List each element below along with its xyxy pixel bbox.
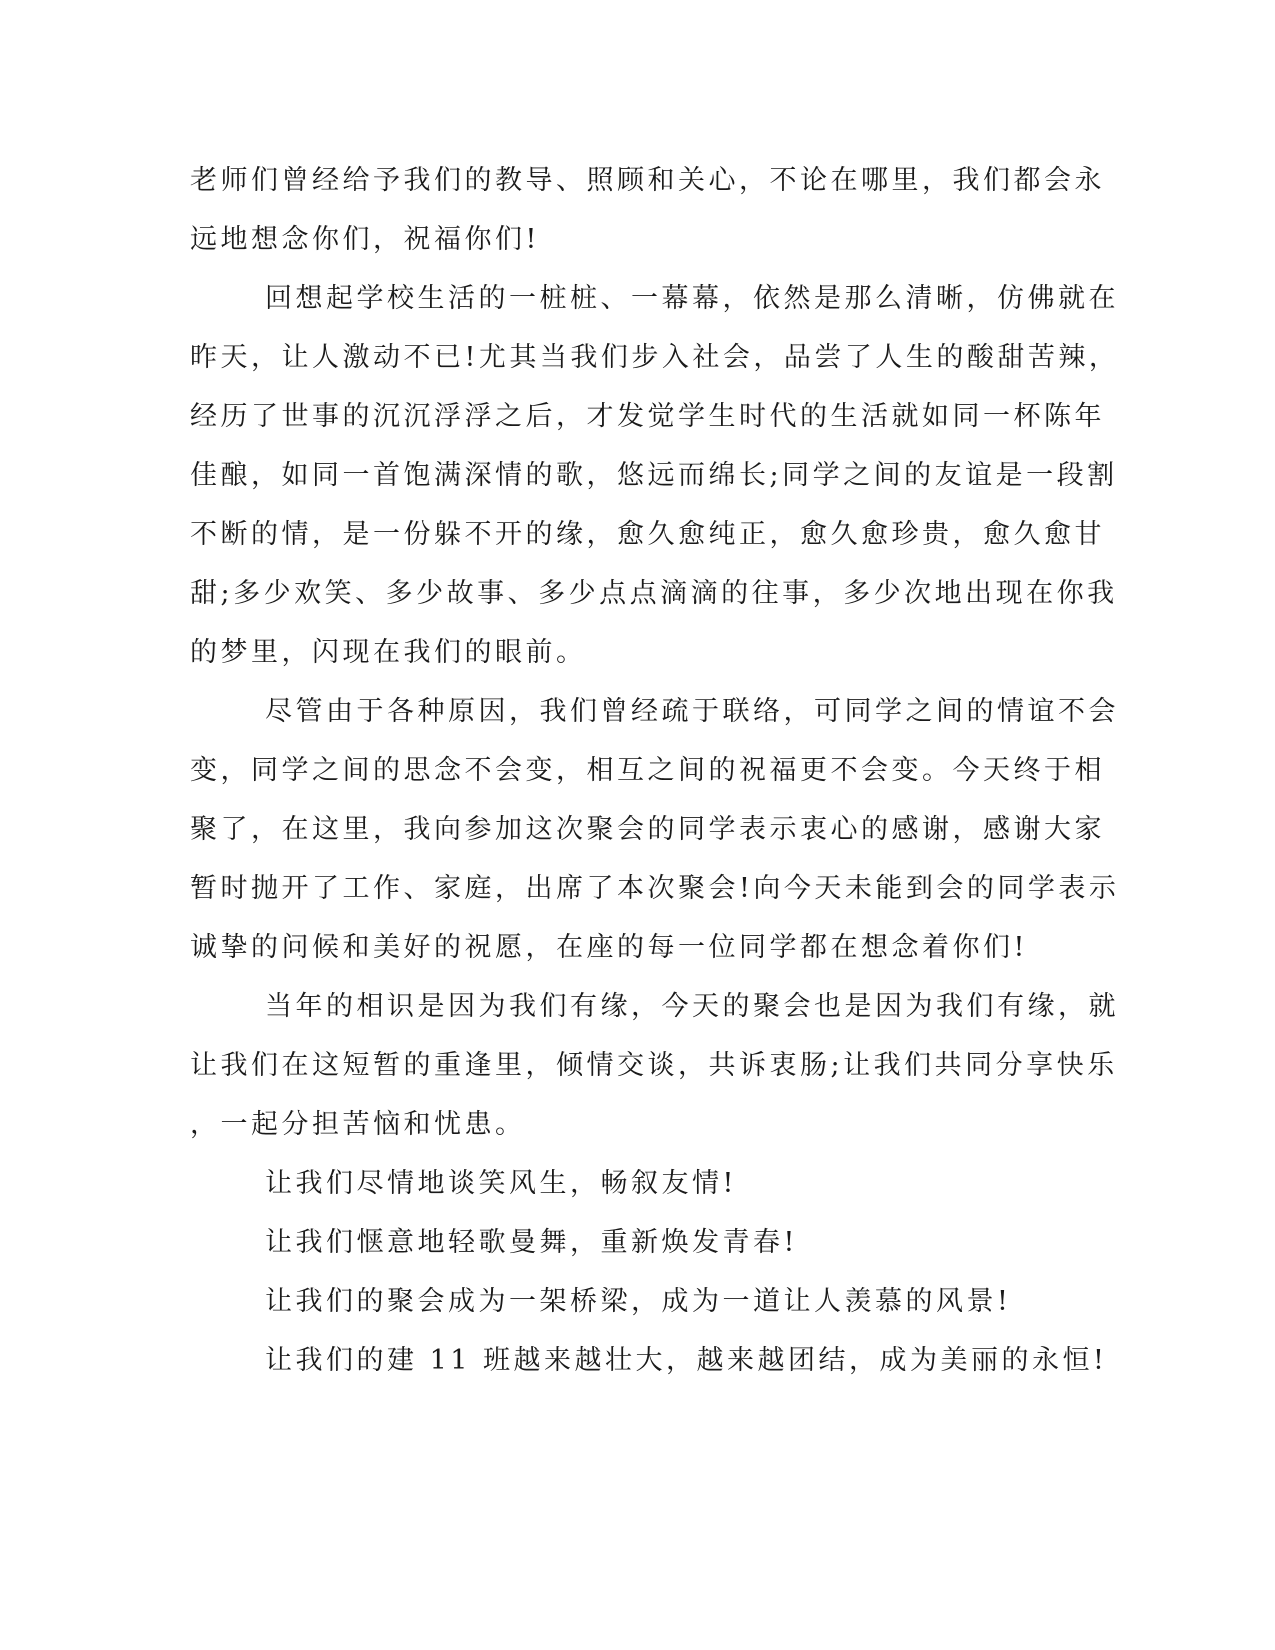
text-line: 的梦里，闪现在我们的眼前。 [190,637,587,668]
text-line: 远地想念你们，祝福你们! [190,224,540,255]
text-line: 佳酿，如同一首饱满深情的歌，悠远而绵长;同学之间的友谊是一段割 [190,460,1118,491]
paragraph-start-line: 让我们惬意地轻歌曼舞，重新焕发青春! [265,1227,798,1258]
text-line: 老师们曾经给予我们的教导、照顾和关心，不论在哪里，我们都会永 [190,165,1105,196]
paragraph-start-line: 让我们的建 11 班越来越壮大，越来越团结，成为美丽的永恒! [265,1345,1108,1376]
paragraph-start-line: 让我们尽情地谈笑风生，畅叙友情! [265,1168,737,1199]
text-line: 让我们在这短暂的重逢里，倾情交谈，共诉衷肠;让我们共同分享快乐 [190,1050,1118,1081]
text-line: 经历了世事的沉沉浮浮之后，才发觉学生时代的生活就如同一杯陈年 [190,401,1105,432]
text-line: 甜;多少欢笑、多少故事、多少点点滴滴的往事，多少次地出现在你我 [190,578,1118,609]
text-line: 暂时抛开了工作、家庭，出席了本次聚会!向今天未能到会的同学表示 [190,873,1120,904]
text-line: ，一起分担苦恼和忧患。 [190,1109,526,1140]
text-line: 诚挚的问候和美好的祝愿，在座的每一位同学都在想念着你们! [190,932,1028,963]
paragraph-start-line: 当年的相识是因为我们有缘，今天的聚会也是因为我们有缘，就 [265,991,1119,1022]
paragraph-start-line: 尽管由于各种原因，我们曾经疏于联络，可同学之间的情谊不会 [265,696,1119,727]
text-line: 聚了，在这里，我向参加这次聚会的同学表示衷心的感谢，感谢大家 [190,814,1105,845]
text-line: 昨天，让人激动不已!尤其当我们步入社会，品尝了人生的酸甜苦辣， [190,342,1120,373]
paragraph-start-line: 让我们的聚会成为一架桥梁，成为一道让人羡慕的风景! [265,1286,1012,1317]
text-line: 变，同学之间的思念不会变，相互之间的祝福更不会变。今天终于相 [190,755,1105,786]
text-line: 不断的情，是一份躲不开的缘，愈久愈纯正，愈久愈珍贵，愈久愈甘 [190,519,1105,550]
paragraph-start-line: 回想起学校生活的一桩桩、一幕幕，依然是那么清晰，仿佛就在 [265,283,1119,314]
